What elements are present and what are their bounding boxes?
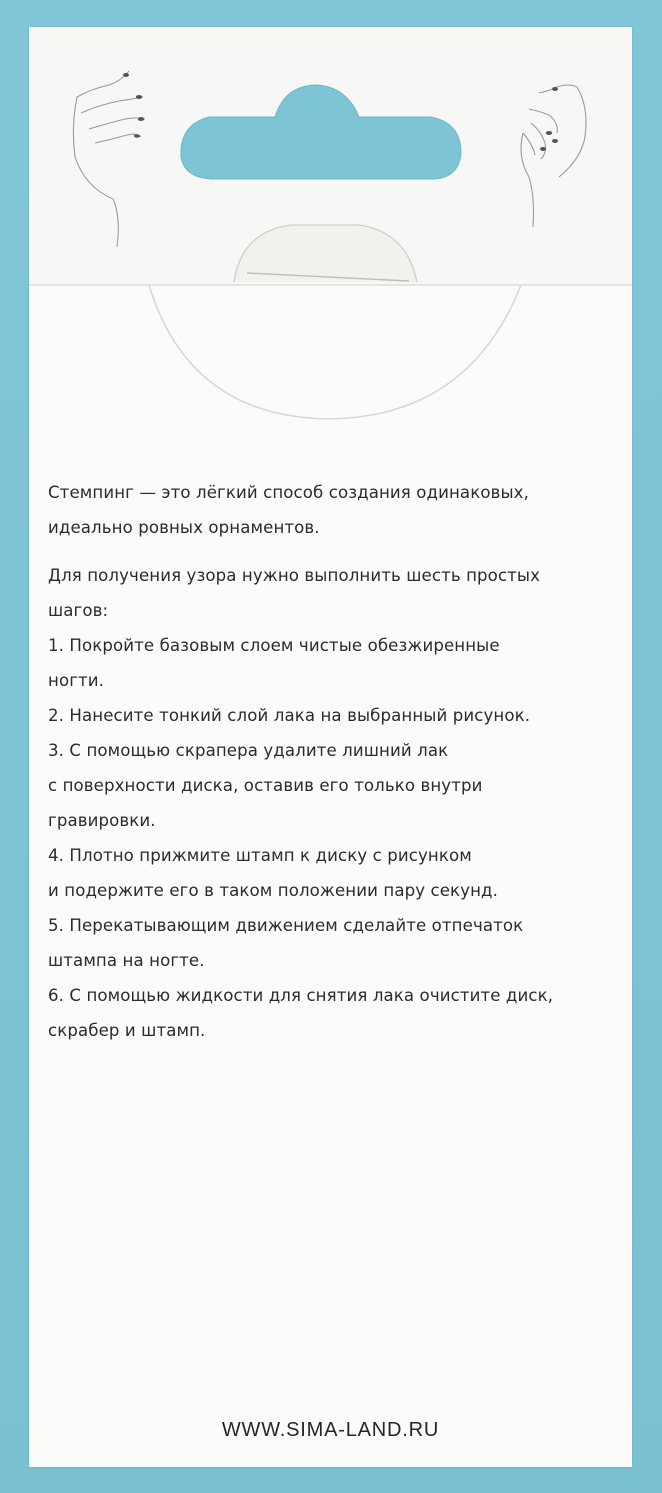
step-line: с поверхности диска, оставив его только внутри — [48, 776, 483, 795]
step-line: 2. Нанесите тонкий слой лака на выбранный рисунок. — [48, 706, 531, 725]
step-line: 5. Перекатывающим движением сделайте отпечаток — [48, 916, 524, 935]
step-line: 3. С помощью скрапера удалите лишний лак — [48, 741, 449, 760]
step-line: штампа на ногте. — [48, 951, 205, 970]
step-5 — [48, 908, 618, 978]
step-line: 4. Плотно прижмите штамп к диску с рисунком — [48, 846, 472, 865]
step-line: 6. С помощью жидкости для снятия лака очистите диск, — [48, 986, 554, 1005]
step-line: скрабер и штамп. — [48, 1021, 206, 1040]
step-line: и подержите его в таком положении пару секунд. — [48, 881, 498, 900]
instruction-card — [29, 27, 632, 1467]
instructions-text — [48, 475, 618, 1048]
step-1 — [48, 628, 618, 698]
step-line: ногти. — [48, 671, 105, 690]
tab-cut — [149, 285, 521, 419]
intro-line: Стемпинг — это лёгкий способ создания одинаковых, — [48, 483, 529, 502]
website-url: WWW.SIMA-LAND.RU — [221, 1419, 440, 1441]
intro-paragraph — [48, 475, 618, 545]
step-3 — [48, 733, 618, 838]
lead-line: Для получения узора нужно выполнить шесть простых — [48, 566, 541, 585]
card-header-art — [29, 27, 632, 447]
step-2 — [48, 698, 618, 733]
lead-line: шагов: — [48, 601, 109, 620]
step-line: гравировки. — [48, 811, 156, 830]
intro-line: идеально ровных орнаментов. — [48, 518, 320, 537]
lead-paragraph — [48, 558, 618, 628]
step-6 — [48, 978, 618, 1048]
step-4 — [48, 838, 618, 908]
step-line: 1. Покройте базовым слоем чистые обезжиренные — [48, 636, 500, 655]
